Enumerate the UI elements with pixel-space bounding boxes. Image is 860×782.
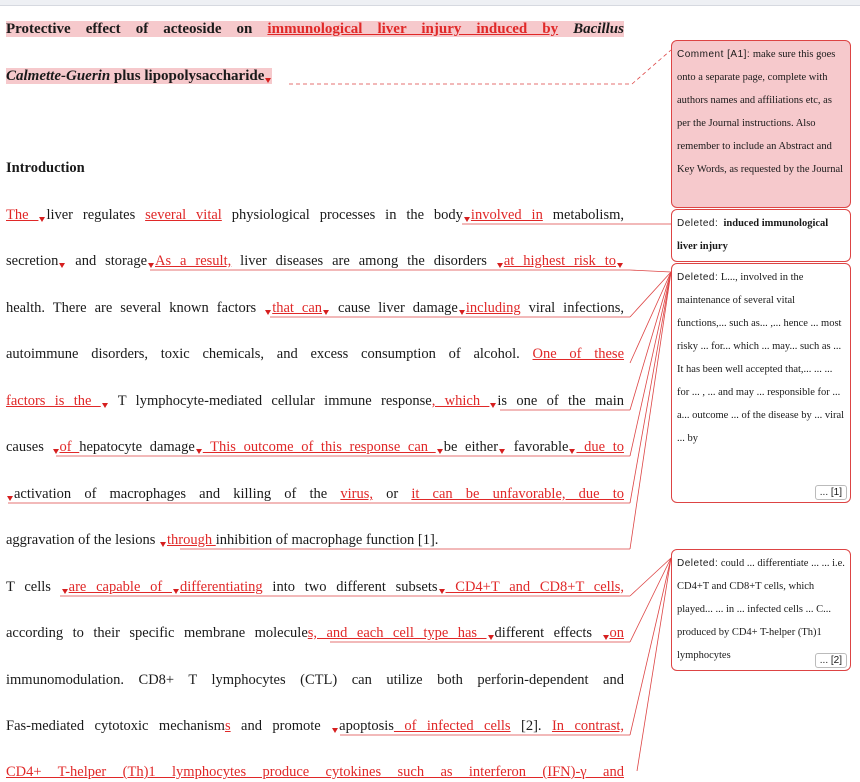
deleted-balloon[interactable]: Deleted: could ... differentiate ... ... i.e. CD4+T and CD8+T cells, which played... ... in ... infected cells ... C... produced by CD4+ T-helper (Th)1 lymphocytes ... [2]: [671, 549, 851, 671]
text-line: T cells are capable of differentiating into two different subsets CD4+T and CD8+T cells,: [6, 579, 624, 595]
text-line: health. There are several known factors that can cause liver damage including viral infections,: [6, 300, 624, 316]
title-line-2: Calmette-Guerin plus lipopolysaccharide: [6, 66, 272, 86]
text-line: The liver regulates several vital physiological processes in the body involved in metabolism,: [6, 207, 624, 223]
section-heading: Introduction: [6, 160, 85, 176]
text-line: Fas-mediated cytotoxic mechanisms and promote apoptosis of infected cells [2]. In contrast,: [6, 718, 624, 734]
deleted-balloon[interactable]: Deleted: L..., involved in the maintenance of several vital functions,... such as... ,... hence ... most risky ... for... which ... may... such as ... It has been well accepted that,... ... ... for ... , ... and may ... responsible for ... a... outcome ... of the disease by ... viral ... by ... [1]: [671, 263, 851, 503]
title-line-1: Protective effect of acteoside on immunological liver injury induced by Bacillus: [6, 21, 624, 37]
more-link[interactable]: ... [2]: [815, 653, 847, 668]
text-line: factors is the T lymphocyte-mediated cellular immune response, which is one of the main: [6, 393, 624, 409]
text-line: secretion and storage As a result, liver diseases are among the disorders at highest risk to: [6, 251, 624, 271]
text-line: according to their specific membrane molecules, and each cell type has different effects on: [6, 625, 625, 641]
text-line: autoimmune disorders, toxic chemicals, and excess consumption of alcohol. One of these: [6, 346, 625, 362]
text-line: activation of macrophages and killing of the virus, or it can be unfavorable, due to: [6, 484, 624, 504]
comment-balloon[interactable]: Comment [A1]: make sure this goes onto a separate page, complete with authors names and affiliations etc, as per the Journal instructions. Also remember to include an Abstract and Key Words, as requested by the Journal: [671, 40, 851, 208]
more-link[interactable]: ... [1]: [815, 485, 847, 500]
text-line: immunomodulation. CD8+ T lymphocytes (CTL) can utilize both perforin-dependent and: [6, 672, 624, 688]
deleted-balloon[interactable]: Deleted: induced immunological liver injury: [671, 209, 851, 262]
text-line: CD4+ T-helper (Th)1 lymphocytes produce cytokines such as interferon (IFN)-γ and: [6, 764, 624, 780]
text-line: causes of hepatocyte damage This outcome of this response can be either favorable due to: [6, 439, 624, 455]
text-line: aggravation of the lesions through inhibition of macrophage function [1].: [6, 532, 439, 548]
